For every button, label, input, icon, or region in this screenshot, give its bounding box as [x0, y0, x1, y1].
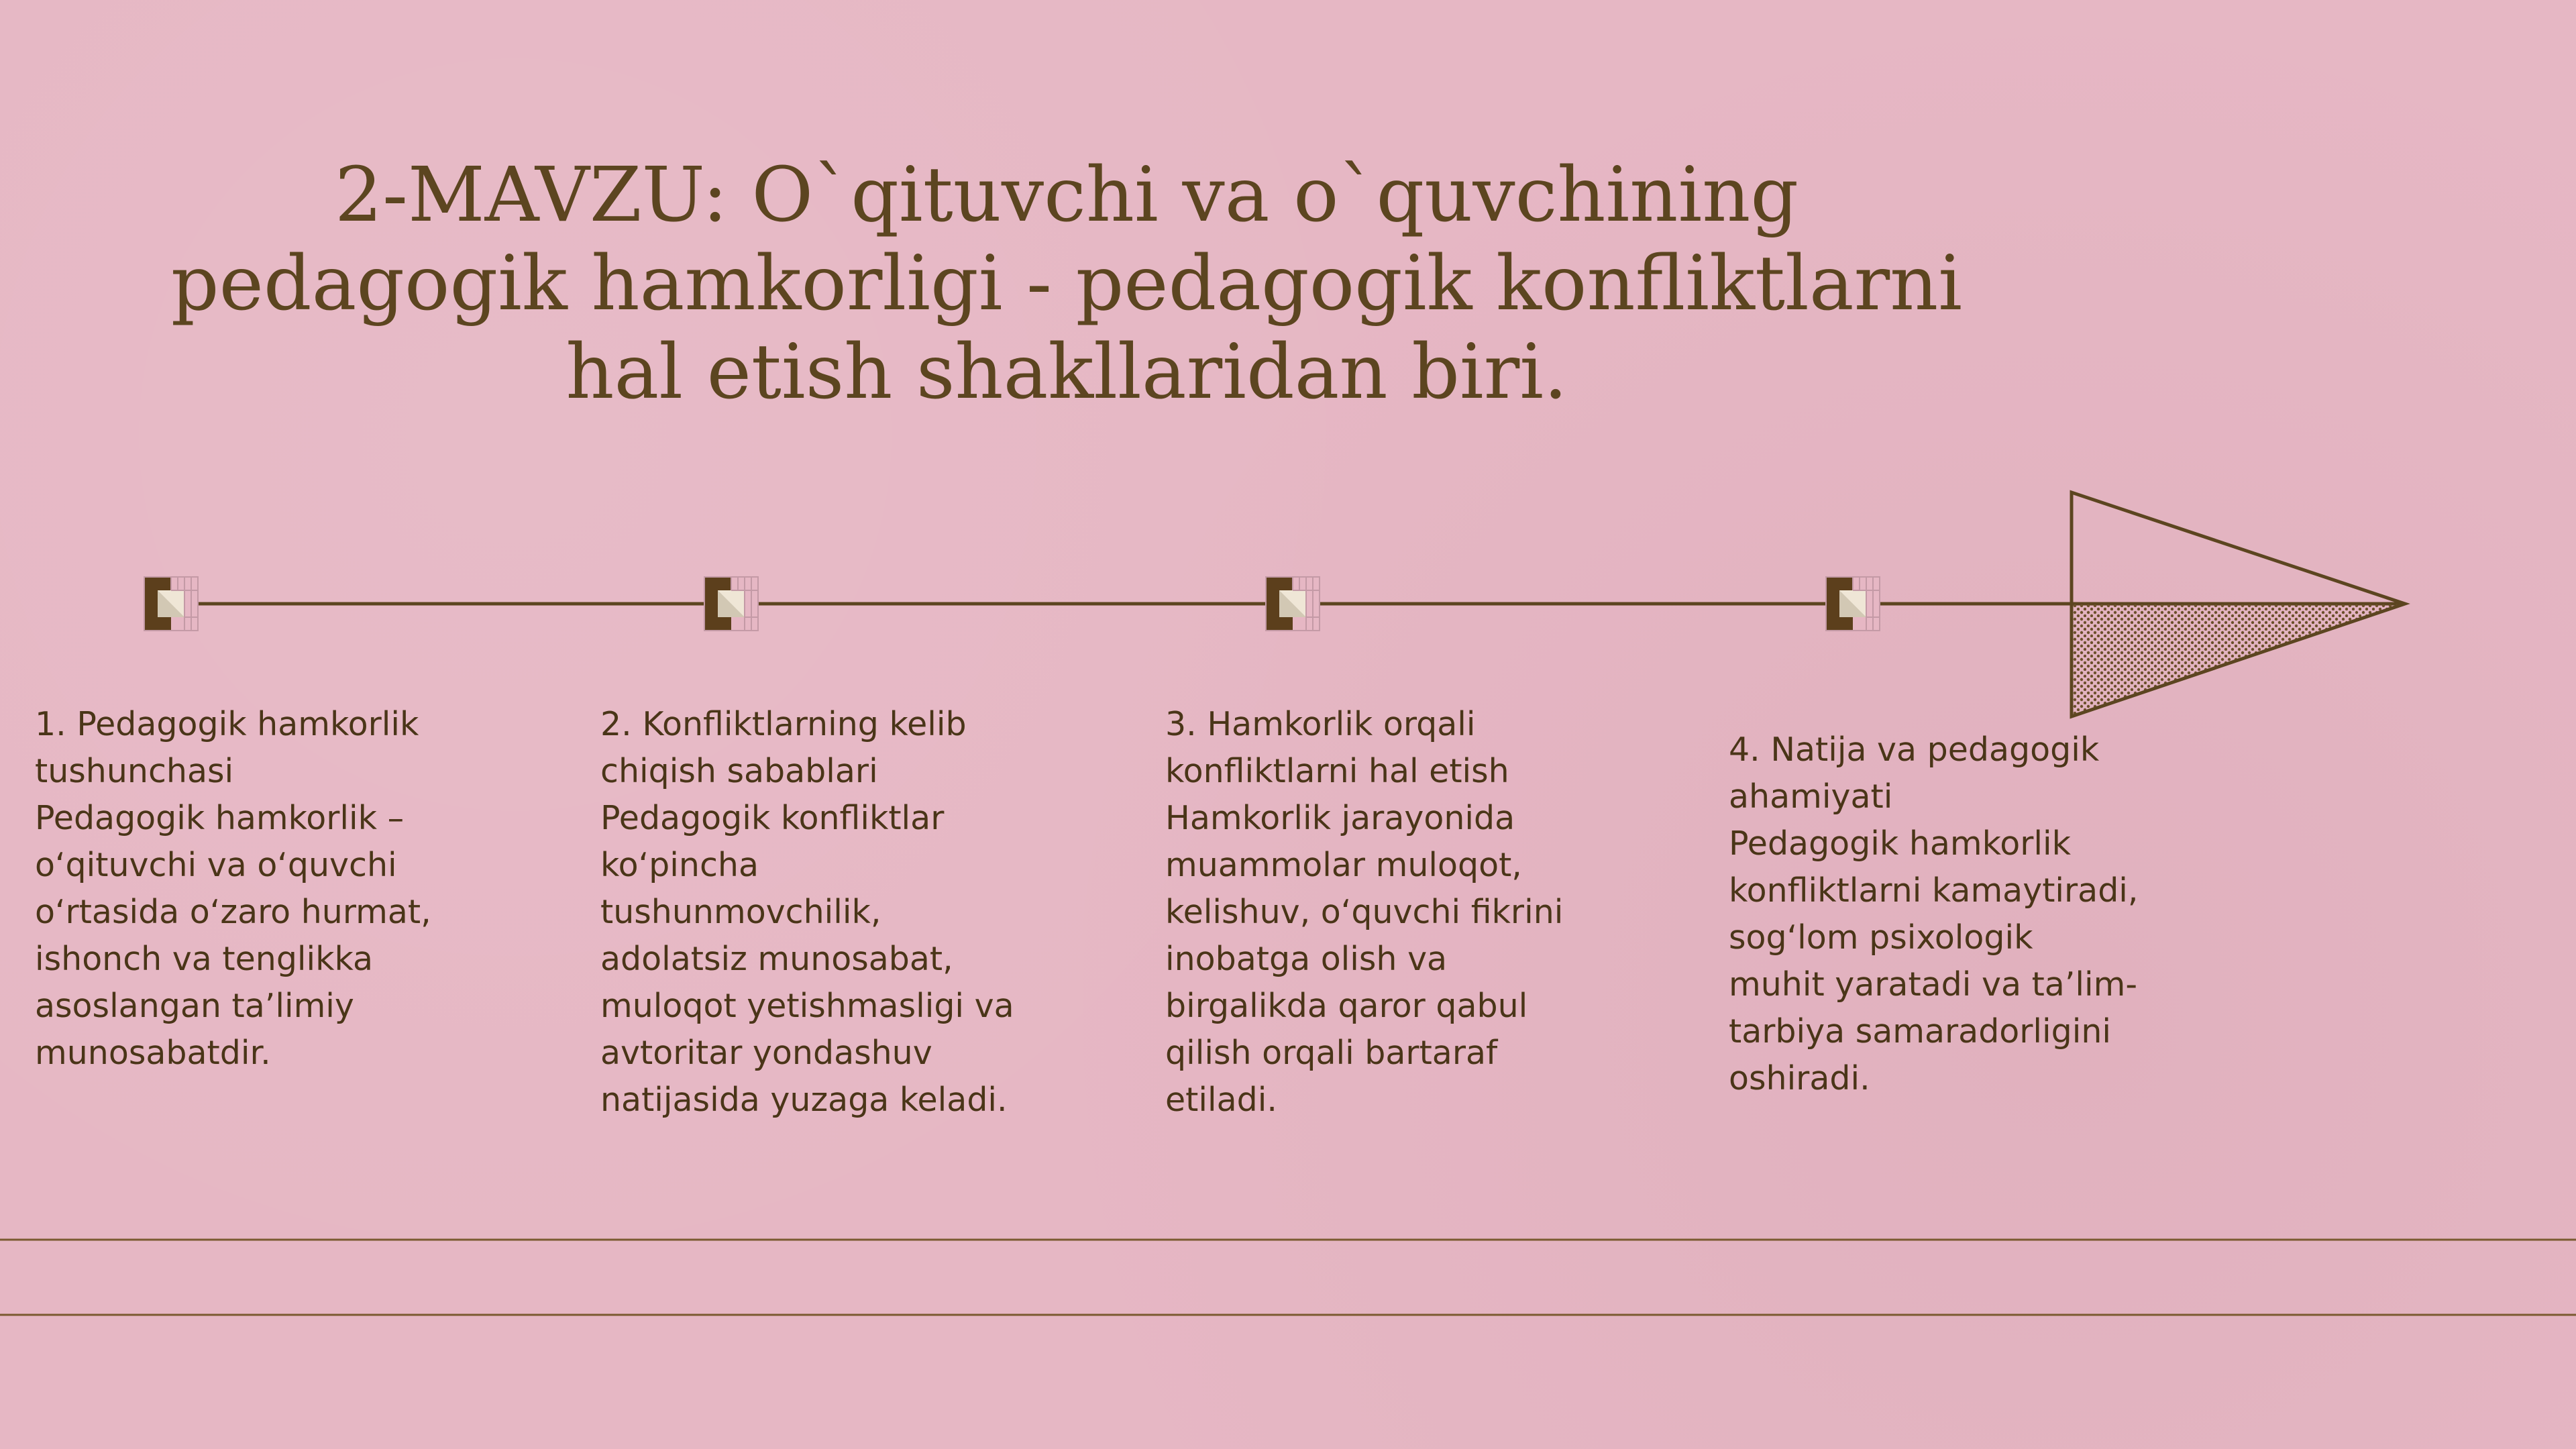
section-body-line: Pedagogik konfliktlar: [600, 799, 945, 837]
section-heading-line: 2. Konfliktlarning kelib: [600, 705, 967, 743]
section-body-line: tarbiya samaradorligini: [1729, 1012, 2112, 1051]
section-4: [1729, 727, 2158, 1102]
section-3: [1165, 701, 1595, 1124]
section-body-line: ishonch va tenglikka: [35, 940, 374, 978]
section-body-line: asoslangan ta’limiy: [35, 987, 354, 1025]
section-body-line: Pedagogik hamkorlik –: [35, 799, 405, 837]
title-line: 2-MAVZU: O`qituvchi va o`quvchining: [334, 152, 1799, 239]
title-line: pedagogik hamkorligi - pedagogik konfliktlarni: [170, 240, 1963, 327]
timeline-marker-icon: [1266, 577, 1320, 631]
timeline-marker-icon: [1826, 577, 1880, 631]
section-heading-line: tushunchasi: [35, 752, 234, 790]
section-body-line: adolatsiz munosabat,: [600, 940, 953, 978]
title-line: hal etish shakllaridan biri.: [566, 329, 1568, 416]
section-2: [600, 701, 1030, 1124]
arrow-head-icon: [2072, 492, 2405, 716]
section-heading-line: chiqish sabablari: [600, 752, 878, 790]
section-heading-line: 4. Natija va pedagogik: [1729, 731, 2100, 769]
section-body-line: oshiradi.: [1729, 1059, 1870, 1097]
section-body-line: inobatga olish va: [1165, 940, 1448, 978]
section-body-line: muammolar muloqot,: [1165, 846, 1522, 884]
section-body-line: avtoritar yondashuv: [600, 1034, 932, 1072]
section-body-line: kelishuv, o‘quvchi fikrini: [1165, 893, 1564, 931]
section-body-line: qilish orqali bartaraf: [1165, 1034, 1498, 1072]
section-body-line: muhit yaratadi va ta’lim-: [1729, 965, 2138, 1004]
section-heading-line: 3. Hamkorlik orqali: [1165, 705, 1476, 743]
section-heading-line: 1. Pedagogik hamkorlik: [35, 705, 419, 743]
timeline-marker-icon: [704, 577, 758, 631]
section-body-line: sog‘lom psixologik: [1729, 918, 2033, 957]
section-body-line: o‘rtasida o‘zaro hurmat,: [35, 893, 431, 931]
section-body-line: Pedagogik hamkorlik: [1729, 824, 2072, 863]
section-body-line: birgalikda qaror qabul: [1165, 987, 1528, 1025]
section-1: [35, 701, 464, 1077]
section-heading-line: ahamiyati: [1729, 777, 1893, 816]
section-body-line: etiladi.: [1165, 1081, 1277, 1119]
section-body-line: muloqot yetishmasligi va: [600, 987, 1014, 1025]
section-body-line: natijasida yuzaga keladi.: [600, 1081, 1008, 1119]
section-body-line: Hamkorlik jarayonida: [1165, 799, 1515, 837]
timeline-marker-icon: [144, 577, 198, 631]
section-body-line: ko‘pincha: [600, 846, 759, 884]
section-heading-line: konfliktlarni hal etish: [1165, 752, 1509, 790]
section-body-line: konfliktlarni kamaytiradi,: [1729, 871, 2139, 910]
section-body-line: munosabatdir.: [35, 1034, 271, 1072]
section-body-line: o‘qituvchi va o‘quvchi: [35, 846, 397, 884]
section-body-line: tushunmovchilik,: [600, 893, 881, 931]
